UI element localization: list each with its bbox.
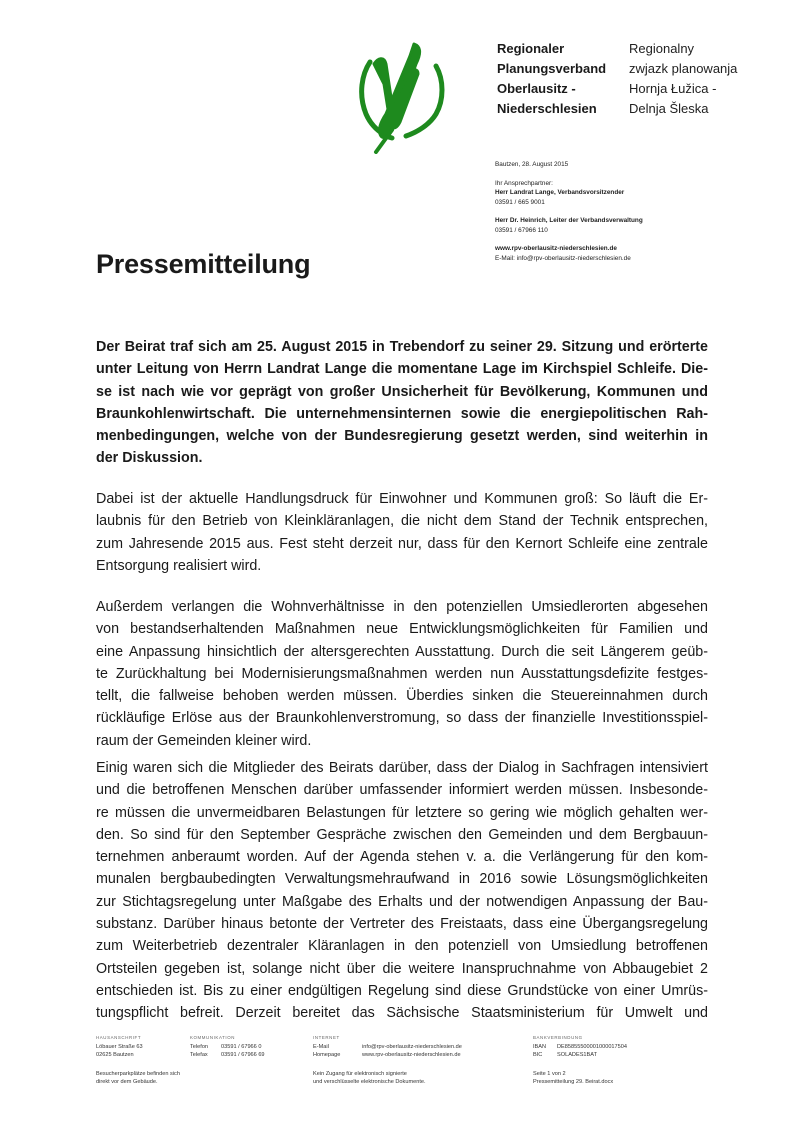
email-link[interactable]: E-Mail: info@rpv-oberlausitz-niederschlesien.de — [495, 254, 631, 262]
website-link[interactable]: www.rpv-oberlausitz-niederschlesien.de — [495, 245, 617, 252]
bic-value: SOLADES1BAT — [557, 1052, 597, 1058]
text-line: zur Stichtagsregelung unter Maßgabe des Erhalts und der notwendigen Anpassung der Bau- — [96, 893, 708, 910]
org-sb-line: Regionalny — [629, 41, 695, 56]
text-line: re müssen die unvermeidbaren Belastungen für letztere so gering wie möglich gehalten wer- — [96, 804, 708, 821]
document-date: Bautzen, 28. August 2015 — [495, 161, 569, 168]
text-line: Entsorgung realisiert wird. — [96, 557, 262, 574]
text-line: Dabei ist der aktuelle Handlungsdruck für Einwohner und Kommunen groß: So läuft die Er- — [96, 491, 708, 507]
org-sb-line: Hornja Łužica - — [629, 81, 717, 96]
text-line: von bestandserhaltenden Maßnahmen neue Entwicklungsmöglichkeiten für Familien und — [96, 621, 708, 638]
text-line: Einig waren sich die Mitglieder des Beirats darüber, dass der Dialog in Sachfragen intensiviert — [96, 760, 708, 776]
footer-address — [96, 1034, 180, 1087]
footer-internet-header: INTERNET — [313, 1035, 340, 1040]
paragraph-2 — [96, 596, 708, 752]
text-line: zum Weiterbetrieb dezentraler Kläranlagen in den potenziell von Umsiedlung betroffenen — [96, 938, 708, 955]
org-de-line: Regionaler — [497, 41, 565, 56]
homepage-label: Homepage — [313, 1052, 341, 1058]
contact1-phone: 03591 / 665 9001 — [495, 198, 545, 206]
fax-value: 03591 / 67966 69 — [221, 1052, 265, 1058]
footer-parking-note — [96, 1070, 180, 1087]
page-title: Pressemitteilung — [96, 249, 311, 279]
footer-page-info — [533, 1070, 627, 1087]
text-line: Der Beirat traf sich am 25. August 2015 in Trebendorf zu seiner 29. Sitzung und erörterte — [96, 339, 708, 355]
email-label: E-Mail — [313, 1043, 329, 1050]
org-sb-line: zwjazk planowanja — [629, 61, 738, 76]
contact2-phone: 03591 / 67966 110 — [495, 226, 548, 234]
footer-signature-note — [313, 1070, 462, 1087]
footer-bank-header: BANKVERBINDUNG — [533, 1035, 583, 1040]
text-line: menbedingungen, welche von der Bundesregierung gesetzt werden, sind weiterhin in — [96, 428, 708, 445]
organization-name-german — [497, 39, 606, 119]
lead-paragraph — [96, 336, 708, 470]
document-filename: Pressemitteilung 29. Beirat.docx — [533, 1079, 614, 1085]
text-line: zum Jahresende 2015 aus. Fest steht derzeit nur, dass für den Kernort Schleife eine zentrale — [96, 535, 708, 552]
contact-block — [495, 160, 643, 263]
contact-label: Ihr Ansprechpartner: — [495, 179, 553, 187]
text-line: entschieden ist. Bis zu einer endgültigen Regelung sind diese Grundstücke von einer Umrüs- — [96, 982, 708, 999]
org-de-line: Oberlausitz - — [497, 81, 576, 96]
text-line: raum der Gemeinden kleiner wird. — [96, 732, 312, 749]
footer-bank — [533, 1034, 627, 1087]
text-line: eine Anpassung hinsichtlich der altersgerechten Ausstattung. Durch die seit Längerem geüb- — [96, 643, 708, 660]
phone-label: Telefon — [190, 1043, 209, 1050]
text-line: Ortsteilen gegeben ist, solange nicht über die weitere Inanspruchnahme von Abbaugebiet 2 — [96, 960, 708, 977]
bic-label: BIC — [533, 1052, 543, 1058]
iban-label: IBAN — [533, 1043, 547, 1050]
text-line: munalen bergbaubedingten Verwaltungsmehraufwand in 2016 sowie Lösungsmöglichkeiten — [96, 871, 708, 888]
fax-label: Telefax — [190, 1052, 208, 1058]
footer-address-header: HAUSANSCHRIFT — [96, 1035, 142, 1040]
organization-logo — [352, 34, 452, 154]
footer-internet — [313, 1034, 462, 1087]
text-line: Braunkohlenwirtschaft. Die unternehmensinternen sowie die energiepolitischen Rah- — [96, 405, 708, 422]
text-line: den. So sind für den September Gespräche zwischen den Gemeinden und dem Bergbauun- — [96, 826, 708, 843]
paragraph-3 — [96, 757, 708, 1025]
org-de-line: Niederschlesien — [497, 101, 597, 116]
text-line: laubnis für den Betrieb von Kleinkläranlagen, die nicht dem Stand der Technik entsprechen, — [96, 513, 708, 530]
footer-communication-header: KOMMUNIKATION — [190, 1035, 236, 1040]
text-line: se ist nach wie vor geprägt von großer Unsicherheit für Bevölkerung, Kommunen und — [96, 383, 708, 400]
text-line: rückläufige Erlöse aus der Braunkohlenverstromung, so dass der finanzielle Investitionsspiel- — [96, 710, 708, 727]
text-line: ternehmen anberaumt worden. Auf der Agenda stehen v. a. die Verlängerung für den kom- — [96, 849, 708, 866]
note-line: Kein Zugang für elektronisch signierte — [313, 1070, 407, 1077]
text-line: tungspflicht befreit. Derzeit bereitet das Sächsische Staatsministerium für Umwelt und — [96, 1005, 708, 1022]
org-de-line: Planungsverband — [497, 61, 607, 76]
text-line: substanz. Darüber hinaus betonte der Vertreter des Freistaats, dass eine Übergangsregelung — [96, 916, 708, 933]
footer-email-link[interactable]: info@rpv-oberlausitz-niederschlesien.de — [362, 1043, 462, 1050]
text-line: unter Leitung von Herrn Landrat Lange die momentane Lage im Kirchspiel Schleife. Die- — [96, 361, 708, 378]
footer-homepage-link[interactable]: www.rpv-oberlausitz-niederschlesien.de — [362, 1052, 461, 1058]
paragraph-1 — [96, 488, 708, 577]
footer-communication — [190, 1034, 265, 1060]
note-line: direkt vor dem Gebäude. — [96, 1079, 158, 1085]
text-line: und die betroffenen Menschen darüber umfassender informiert werden müssen. Insbesonde- — [96, 782, 708, 799]
text-line: tellt, die fallweise behoben werden müssen. Überdies sinken die Steuereinnahmen durch — [96, 688, 708, 705]
text-line: te Zurückhaltung bei Modernisierungsmaßnahmen werden nun Ausstattungsdefizite festges- — [96, 665, 708, 682]
note-line: Besucherparkplätze befinden sich — [96, 1070, 180, 1077]
footer-street: Löbauer Straße 63 — [96, 1043, 143, 1050]
page-number: Seite 1 von 2 — [533, 1070, 566, 1077]
text-line: der Diskussion. — [96, 450, 203, 467]
note-line: und verschlüsselte elektronische Dokumente. — [313, 1079, 426, 1085]
iban-value: DE85855500001000017504 — [557, 1043, 627, 1050]
org-sb-line: Delnja Šleska — [629, 101, 709, 116]
contact2-name: Herr Dr. Heinrich, Leiter der Verbandsverwaltung — [495, 217, 643, 224]
footer-city: 02625 Bautzen — [96, 1052, 134, 1058]
phone-value: 03591 / 67966 0 — [221, 1043, 262, 1050]
contact1-name: Herr Landrat Lange, Verbandsvorsitzender — [495, 189, 625, 196]
text-line: Außerdem verlangen die Wohnverhältnisse in den potenziellen Umsiedlerorten abgesehen — [96, 599, 708, 615]
organization-name-sorbian — [629, 39, 737, 119]
